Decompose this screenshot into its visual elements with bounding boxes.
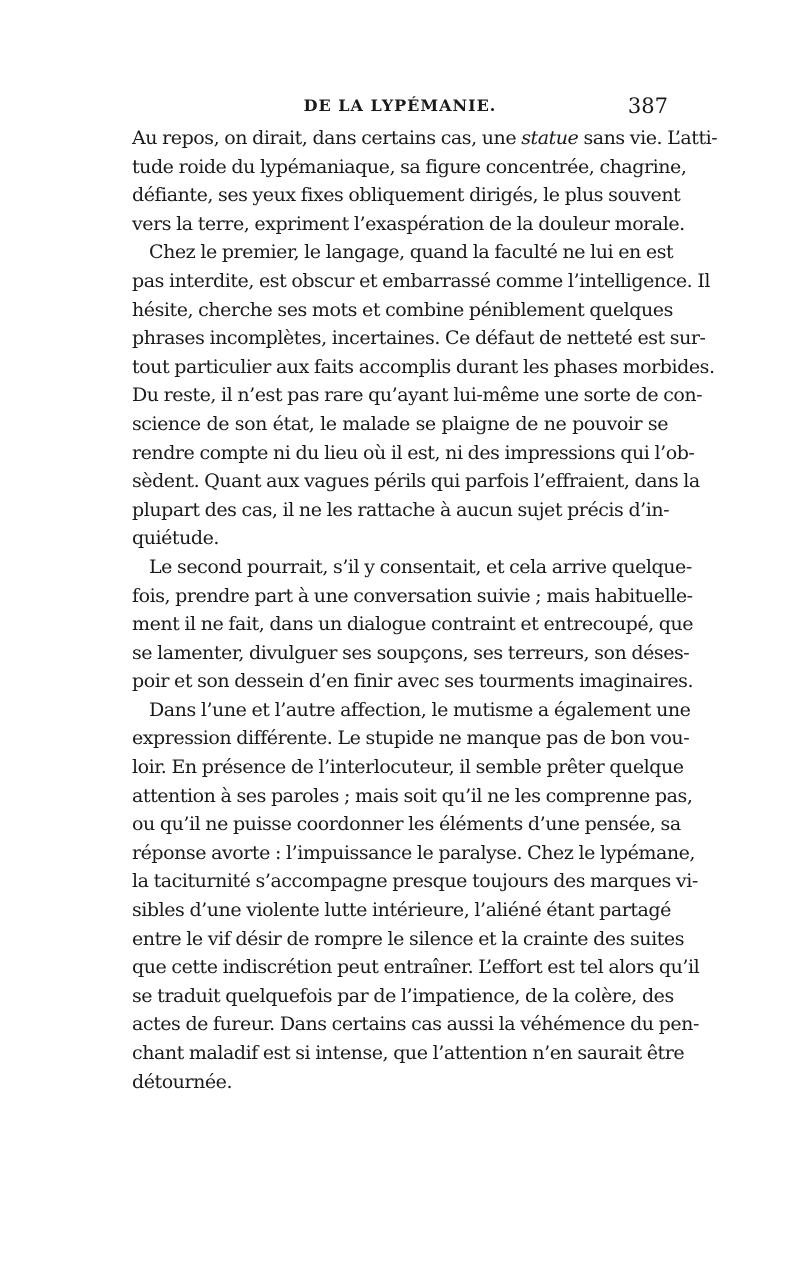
- text-line: défiante, ses yeux fixes obliquement dirigés, le plus souvent: [132, 184, 681, 207]
- text-line: entre le vif désir de rompre le silence et la crainte des suites: [132, 927, 685, 950]
- running-head: [132, 96, 668, 126]
- text-line: se traduit quelquefois par de l’impatience, de la colère, des: [132, 984, 674, 1007]
- text-line: expression différente. Le stupide ne manque pas de bon vou-: [132, 727, 690, 750]
- text-line: actes de fureur. Dans certains cas aussi la véhémence du pen-: [132, 1013, 699, 1036]
- text-line: plupart des cas, il ne les rattache à aucun sujet précis d’in-: [132, 498, 670, 521]
- text-line: Du reste, il n’est pas rare qu’ayant lui-même une sorte de con-: [132, 384, 703, 407]
- text-line: vers la terre, expriment l’exaspération de la douleur morale.: [132, 212, 685, 235]
- text-line: Au repos, on dirait, dans certains cas, une statue sans vie. L’atti-: [132, 127, 718, 149]
- text-line: poir et son dessein d’en finir avec ses tourments imaginaires.: [132, 670, 694, 693]
- text-line: phrases incomplètes, incertaines. Ce défaut de netteté est sur-: [132, 327, 706, 350]
- text-line: sèdent. Quant aux vagues périls qui parfois l’effraient, dans la: [132, 470, 700, 493]
- text-line: détournée.: [132, 1070, 233, 1093]
- body-text: [132, 124, 718, 1096]
- text-line: rendre compte ni du lieu où il est, ni des impressions qui l’ob-: [132, 441, 695, 464]
- page-number: 387: [627, 94, 668, 118]
- text-line: fois, prendre part à une conversation suivie ; mais habituelle-: [132, 584, 693, 607]
- text-line: loir. En présence de l’interlocuteur, il semble prêter quelque: [132, 756, 684, 779]
- text-line: attention à ses paroles ; mais soit qu’il ne les comprenne pas,: [132, 784, 693, 807]
- text-line: la taciturnité s’accompagne presque toujours des marques vi-: [132, 870, 698, 893]
- text-line: Chez le premier, le langage, quand la faculté ne lui en est: [149, 241, 674, 264]
- text-line: réponse avorte : l’impuissance le paralyse. Chez le lypémane,: [132, 841, 696, 864]
- text-line: se lamenter, divulguer ses soupçons, ses terreurs, son déses-: [132, 641, 690, 664]
- text-line: chant maladif est si intense, que l’attention n’en saurait être: [132, 1042, 685, 1064]
- text-line: hésite, cherche ses mots et combine péniblement quelques: [132, 298, 673, 321]
- text-line: science de son état, le malade se plaigne de ne pouvoir se: [132, 412, 668, 435]
- text-line: ou qu’il ne puisse coordonner les éléments d’une pensée, sa: [132, 813, 681, 836]
- text-line: que cette indiscrétion peut entraîner. L’effort est tel alors qu’il: [132, 956, 700, 979]
- text-line: Le second pourrait, s’il y consentait, et cela arrive quelque-: [149, 555, 692, 578]
- text-line: tout particulier aux faits accomplis durant les phases morbides.: [132, 355, 715, 378]
- text-line: quiétude.: [132, 527, 219, 550]
- running-title: DE LA LYPÉMANIE.: [303, 96, 497, 115]
- text-line: ment il ne fait, dans un dialogue contraint et entrecoupé, que: [132, 613, 694, 636]
- text-line: sibles d’une violente lutte intérieure, l’aliéné étant partagé: [132, 899, 671, 922]
- text-line: pas interdite, est obscur et embarrassé comme l’intelligence. Il: [132, 269, 711, 292]
- text-line: tude roide du lypémaniaque, sa figure concentrée, chagrine,: [132, 155, 687, 178]
- italic-word: statue: [521, 127, 579, 149]
- text-line: Dans l’une et l’autre affection, le mutisme a également une: [149, 698, 691, 721]
